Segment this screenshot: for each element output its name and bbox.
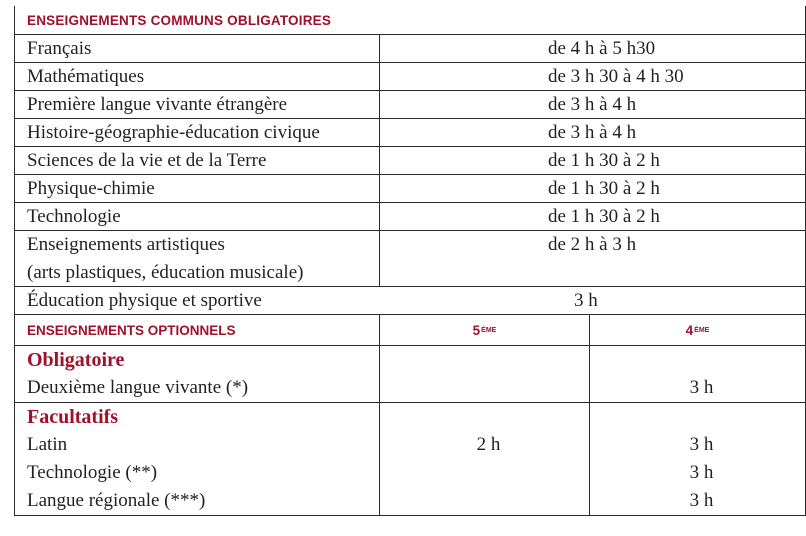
- obligatoire-4eme-column: [590, 346, 805, 402]
- hours-cell: de 3 h à 4 h: [548, 94, 637, 115]
- subject-cell: Deuxième langue vivante (*): [27, 377, 249, 398]
- column-header-5eme: [380, 315, 590, 345]
- table-row: [15, 175, 805, 203]
- hours-cell: de 1 h 30 à 2 h: [548, 206, 660, 227]
- table-row: [15, 147, 805, 175]
- hours-4eme-cell: 3 h: [689, 490, 714, 511]
- table-row: [15, 91, 805, 119]
- subject-cell: [15, 231, 380, 286]
- schedule-table: [14, 6, 806, 516]
- hours-5eme-cell: [380, 487, 589, 515]
- subject-cell: Langue régionale (***): [27, 490, 206, 511]
- subject-cell: Latin: [27, 434, 68, 455]
- subject-cell: Technologie: [15, 203, 380, 230]
- hours-cell: de 2 h à 3 h: [548, 234, 637, 255]
- common-section-header: [15, 6, 805, 35]
- column-5eme-number: 5: [472, 322, 481, 338]
- table-row: [15, 35, 805, 63]
- column-5eme-suffix: ÈME: [481, 326, 497, 334]
- hours-5eme-cell: 2 h: [476, 434, 501, 455]
- hours-4eme-cell: 3 h: [689, 462, 714, 483]
- facultatifs-block: [15, 403, 805, 515]
- column-4eme-suffix: ÈME: [694, 326, 710, 334]
- subject-cell: Sciences de la vie et de la Terre: [15, 147, 380, 174]
- hours-cell: de 4 h à 5 h30: [548, 38, 656, 59]
- hours-4eme-cell: 3 h: [689, 434, 714, 455]
- table-row: [15, 287, 805, 315]
- obligatoire-block: [15, 346, 805, 403]
- subject-cell: Français: [15, 35, 380, 62]
- subject-cell: Première langue vivante étrangère: [15, 91, 380, 118]
- subject-cell: Histoire-géographie-éducation civique: [15, 119, 380, 146]
- subject-line-detail: (arts plastiques, éducation musicale): [27, 262, 304, 283]
- subject-cell: Technologie (**): [27, 462, 158, 483]
- table-row: [15, 231, 805, 287]
- hours-4eme-cell: 3 h: [689, 377, 714, 398]
- common-section-title: ENSEIGNEMENTS COMMUNS OBLIGATOIRES: [27, 12, 332, 28]
- subject-cell: Éducation physique et sportive: [27, 290, 262, 311]
- hours-cell: de 1 h 30 à 2 h: [548, 178, 660, 199]
- optional-section-header: [15, 315, 805, 346]
- column-header-4eme: [590, 315, 805, 345]
- subject-line: Enseignements artistiques: [27, 234, 225, 255]
- optional-section-title: ENSEIGNEMENTS OPTIONNELS: [15, 315, 380, 345]
- facultatifs-subjects: [15, 403, 380, 515]
- obligatoire-subjects: [15, 346, 380, 402]
- table-row: [15, 203, 805, 231]
- column-4eme-number: 4: [685, 322, 694, 338]
- subject-cell: Physique-chimie: [15, 175, 380, 202]
- hours-5eme-cell: [380, 374, 589, 402]
- hours-5eme-cell: [380, 459, 589, 487]
- hours-cell: de 1 h 30 à 2 h: [548, 150, 660, 171]
- hours-cell: 3 h: [574, 290, 598, 311]
- subject-cell: Mathématiques: [15, 63, 380, 90]
- facultatifs-5eme-column: [380, 403, 590, 515]
- table-row: [15, 63, 805, 91]
- obligatoire-5eme-column: [380, 346, 590, 402]
- facultatifs-4eme-column: [590, 403, 805, 515]
- hours-cell: de 3 h à 4 h: [548, 122, 637, 143]
- hours-cell: de 3 h 30 à 4 h 30: [548, 66, 684, 87]
- facultatifs-label: Facultatifs: [27, 406, 119, 428]
- obligatoire-label: Obligatoire: [27, 349, 125, 371]
- table-row: [15, 119, 805, 147]
